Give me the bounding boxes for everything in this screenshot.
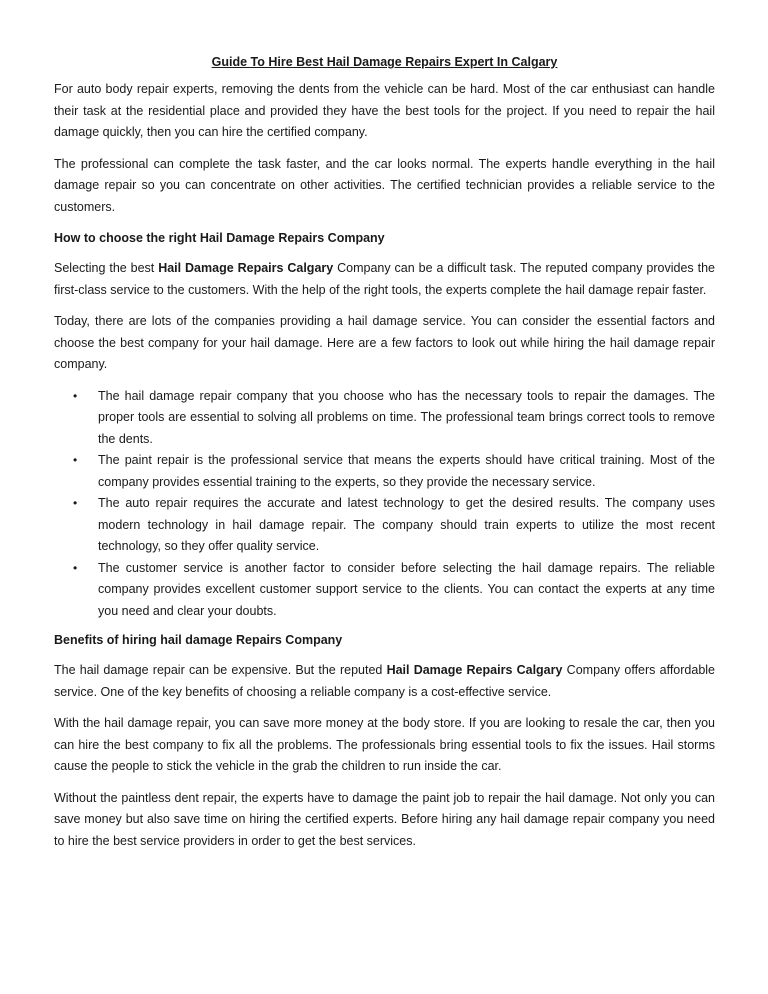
text-span: Company can be a difficult task. The reputed company provides the first-class service to the customers. With the help of the right tools, the experts complete the hail damage repair faster.: [54, 261, 715, 297]
text-span: The hail damage repair can be expensive. But the reputed: [54, 663, 387, 677]
keyword-bold: Hail Damage Repairs Calgary: [158, 261, 334, 275]
bullet-icon: •: [73, 388, 78, 403]
bullet-icon: •: [73, 453, 78, 467]
list-item: [73, 558, 715, 623]
section-heading-benefits: Benefits of hiring hail damage Repairs Company: [54, 633, 343, 647]
benefits-paragraph-2: With the hail damage repair, you can save more money at the body store. If you are looking to resale the car, then you can hire the best company to fix all the problems. The professionals bring essential tools to fix the issues. Hail storms cause the people to stick the vehicle in the grab the children to run inside the car.: [54, 716, 715, 773]
choose-paragraph-2: Today, there are lots of the companies providing a hail damage service. You can consider the essential factors and choose the best company for your hail damage. Here are a few factors to look out while hiring the hail damage repair company.: [54, 314, 715, 371]
list-item-text: The auto repair requires the accurate and latest technology to get the desired results. The company uses modern technology in hail damage repair. The company should train experts to utilize the most recent technology, so they offer quality service.: [98, 496, 715, 553]
benefits-paragraph-1: [54, 660, 715, 703]
text-span: Company offers affordable service. One of the key benefits of choosing a reliable company is a cost-effective service.: [54, 663, 715, 699]
choose-paragraph-1: [54, 258, 715, 301]
list-item: [73, 386, 715, 451]
factors-list: [54, 386, 715, 623]
section-heading-choose: How to choose the right Hail Damage Repairs Company: [54, 231, 385, 245]
intro-paragraph-1: For auto body repair experts, removing the dents from the vehicle can be hard. Most of the car enthusiast can handle their task at the residential place and provided they have the best tools for the project. If you need to repair the hail damage quickly, then you can hire the certified company.: [54, 82, 715, 139]
intro-paragraph-2: The professional can complete the task faster, and the car looks normal. The experts handle everything in the hail damage repair so you can concentrate on other activities. The certified technician provides a reliable service to the customers.: [54, 156, 715, 214]
keyword-bold: Hail Damage Repairs Calgary: [386, 663, 563, 677]
benefits-paragraph-3: Without the paintless dent repair, the experts have to damage the paint job to repair the hail damage. Not only you can save money but also save time on hiring the certified experts. Before hiring any hail damage repair company you need to hire the best service providers in order to get the best services.: [54, 790, 715, 848]
list-item-text: The hail damage repair company that you choose who has the necessary tools to repair the damages. The proper tools are essential to solving all problems on time. The professional team brings correct tools to remove the dents.: [98, 388, 715, 446]
text-span: Selecting the best: [54, 261, 159, 275]
list-item: [73, 493, 715, 558]
list-item-text: The customer service is another factor to consider before selecting the hail damage repairs. The reliable company provides excellent customer support service to the clients. You can contact the experts at any time you need and clear your doubts.: [98, 560, 715, 618]
document-page: [54, 52, 715, 862]
list-item-text: The paint repair is the professional service that means the experts should have critical training. Most of the company provides essential training to the experts, so they provide the necessary service.: [98, 453, 715, 489]
bullet-icon: •: [73, 560, 78, 575]
document-title: Guide To Hire Best Hail Damage Repairs Expert In Calgary: [211, 55, 558, 69]
bullet-icon: •: [73, 496, 78, 510]
list-item: [73, 450, 715, 493]
